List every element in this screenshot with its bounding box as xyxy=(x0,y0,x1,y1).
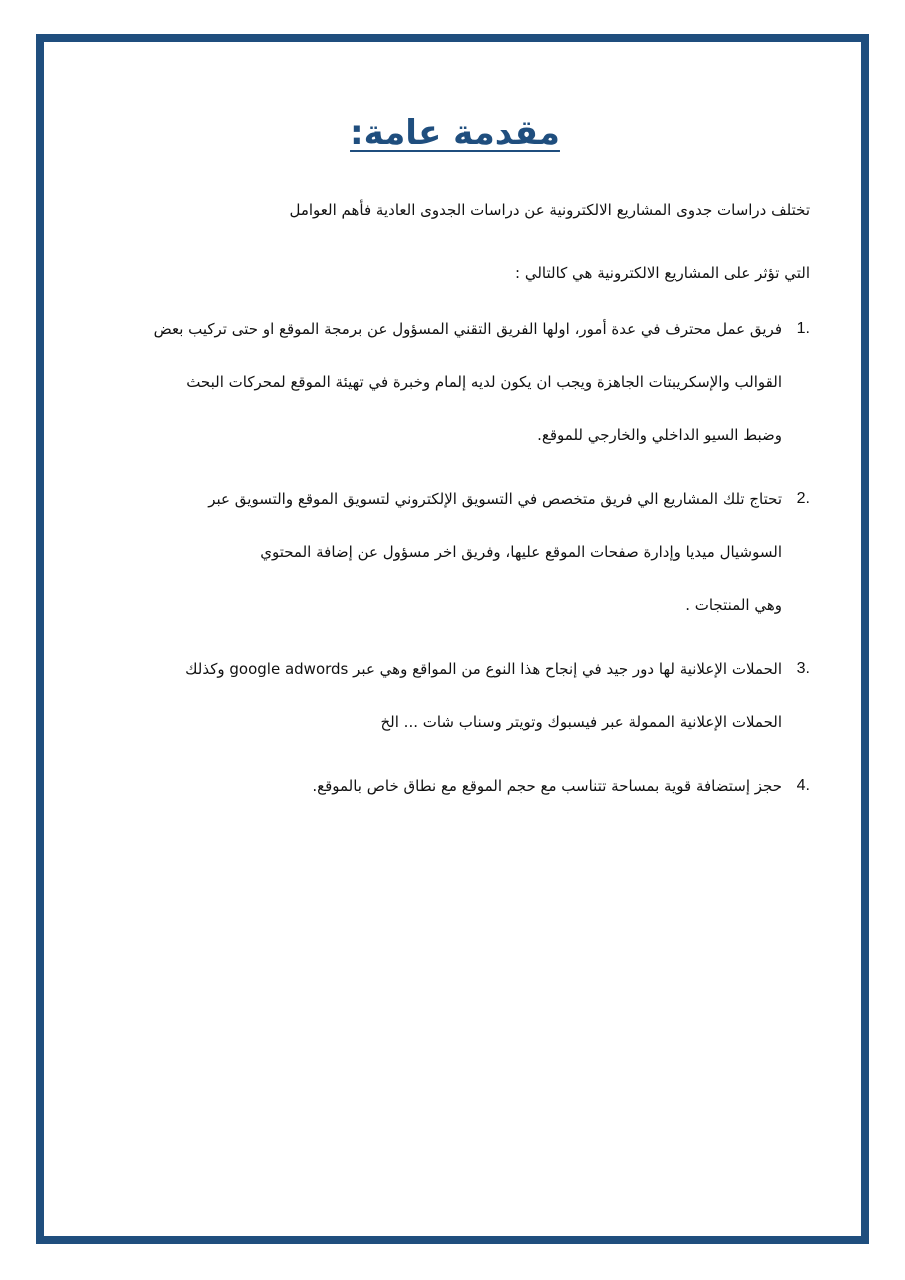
intro-paragraph-line-1: تختلف دراسات جدوى المشاريع الالكترونية عن دراسات الجدوى العادية فأهم العوامل xyxy=(289,201,810,219)
list-item-line: الحملات الإعلانية الممولة عبر فيسبوك وتويتر وسناب شات ... الخ xyxy=(380,713,782,731)
intro-paragraph-line-2: التي تؤثر على المشاريع الالكترونية هي كالتالي : xyxy=(515,264,810,282)
list-item-number: 1. xyxy=(796,320,810,337)
list-item xyxy=(100,776,810,829)
document-body xyxy=(100,100,810,829)
list-item-line: السوشيال ميديا وإدارة صفحات الموقع عليها، وفريق اخر مسؤول عن إضافة المحتوي xyxy=(260,543,782,561)
list-item-line: حجز إستضافة قوية بمساحة تتناسب مع حجم الموقع مع نطاق خاص بالموقع. xyxy=(312,777,782,795)
list-item-line: تحتاج تلك المشاريع الي فريق متخصص في التسويق الإلكتروني لتسويق الموقع والتسويق عبر xyxy=(208,490,782,508)
page-title xyxy=(100,110,810,162)
list-item xyxy=(100,489,810,648)
factors-list xyxy=(100,319,810,829)
list-item-line: القوالب والإسكريبتات الجاهزة ويجب ان يكون لديه إلمام وخبرة في تهيئة الموقع لمحركات البحث xyxy=(186,373,782,391)
list-item-line: وضبط السيو الداخلي والخارجي للموقع. xyxy=(537,426,782,444)
page-title-text: مقدمة عامة: xyxy=(350,113,560,153)
list-item-line: فريق عمل محترف في عدة أمور، اولها الفريق التقني المسؤول عن برمجة الموقع او حتى تركيب بعض xyxy=(153,320,782,338)
list-item-number: 2. xyxy=(796,490,810,507)
list-item-number: 3. xyxy=(796,660,810,677)
list-item xyxy=(100,319,810,478)
list-item-number: 4. xyxy=(796,777,810,794)
list-item-line: الحملات الإعلانية لها دور جيد في إنجاح هذا النوع من المواقع وهي عبر google adwords وكذلك xyxy=(185,660,782,678)
list-item xyxy=(100,659,810,765)
list-item-line: وهي المنتجات . xyxy=(685,596,782,614)
